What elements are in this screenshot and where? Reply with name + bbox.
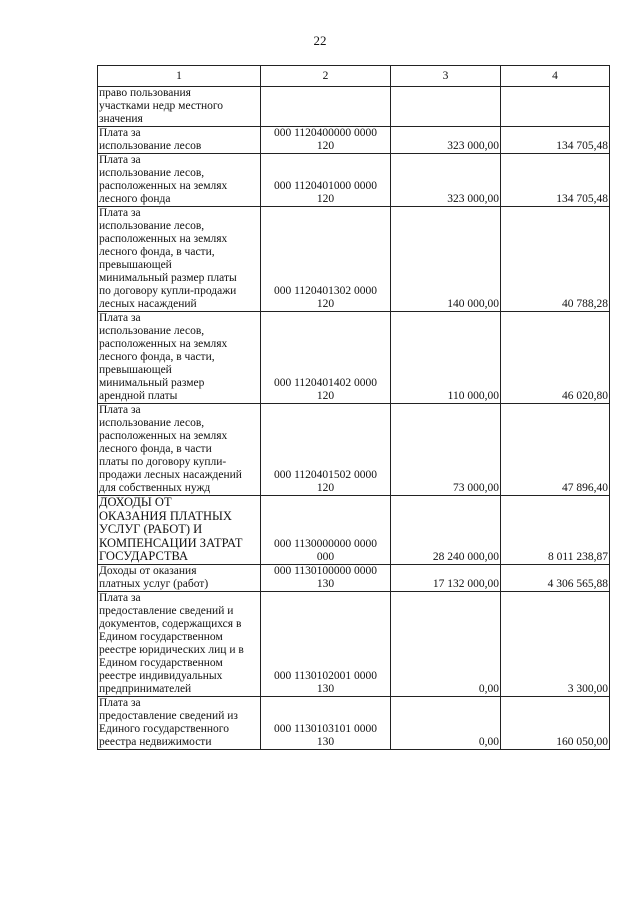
row-plan-value: 140 000,00 <box>391 207 501 312</box>
row-plan-value: 28 240 000,00 <box>391 496 501 565</box>
row-plan-value: 110 000,00 <box>391 312 501 404</box>
row-plan-value: 17 132 000,00 <box>391 564 501 591</box>
row-code: 000 1130100000 0000 130 <box>261 564 391 591</box>
table-row <box>98 591 610 696</box>
row-code <box>261 87 391 127</box>
row-plan-value: 323 000,00 <box>391 154 501 207</box>
row-fact-value: 160 050,00 <box>501 696 610 749</box>
row-code: 000 1120401402 0000 120 <box>261 312 391 404</box>
row-code: 000 1130000000 0000 000 <box>261 496 391 565</box>
row-fact-value: 8 011 238,87 <box>501 496 610 565</box>
row-plan-value: 73 000,00 <box>391 404 501 496</box>
row-fact-value <box>501 87 610 127</box>
row-plan-value: 323 000,00 <box>391 127 501 154</box>
row-name: Плата за использование лесов, расположенных на землях лесного фонда, в части, превышающей минимальный размер платы по договору купли-продажи лесных насаждений <box>98 207 261 312</box>
row-code: 000 1120401502 0000 120 <box>261 404 391 496</box>
row-fact-value: 4 306 565,88 <box>501 564 610 591</box>
header-col-3: 3 <box>391 66 501 87</box>
table-row <box>98 207 610 312</box>
row-plan-value: 0,00 <box>391 591 501 696</box>
row-code: 000 1120401302 0000 120 <box>261 207 391 312</box>
row-code: 000 1130102001 0000 130 <box>261 591 391 696</box>
row-name: Плата за использование лесов <box>98 127 261 154</box>
row-fact-value: 47 896,40 <box>501 404 610 496</box>
header-row <box>98 66 610 87</box>
row-name: Плата за использование лесов, расположенных на землях лесного фонда, в части платы по договору купли- продажи лесных насаждений для собственных нужд <box>98 404 261 496</box>
budget-table <box>97 65 610 750</box>
row-code: 000 1130103101 0000 130 <box>261 696 391 749</box>
row-code: 000 1120401000 0000 120 <box>261 154 391 207</box>
table-row <box>98 127 610 154</box>
row-name: Плата за использование лесов, расположенных на землях лесного фонда <box>98 154 261 207</box>
header-col-2: 2 <box>261 66 391 87</box>
table-row <box>98 87 610 127</box>
header-col-1: 1 <box>98 66 261 87</box>
header-col-4: 4 <box>501 66 610 87</box>
table-row <box>98 564 610 591</box>
row-code: 000 1120400000 0000 120 <box>261 127 391 154</box>
row-name: Плата за использование лесов, расположенных на землях лесного фонда, в части, превышающей минимальный размер арендной платы <box>98 312 261 404</box>
table-row <box>98 154 610 207</box>
row-fact-value: 134 705,48 <box>501 127 610 154</box>
page-number: 22 <box>313 33 327 48</box>
table-row <box>98 404 610 496</box>
table-row <box>98 696 610 749</box>
table-row <box>98 496 610 565</box>
row-name: ДОХОДЫ ОТ ОКАЗАНИЯ ПЛАТНЫХ УСЛУГ (РАБОТ) И КОМПЕНСАЦИИ ЗАТРАТ ГОСУДАРСТВА <box>98 496 261 565</box>
row-name: Доходы от оказания платных услуг (работ) <box>98 564 261 591</box>
row-fact-value: 134 705,48 <box>501 154 610 207</box>
table-row <box>98 312 610 404</box>
row-name: Плата за предоставление сведений из Единого государственного реестра недвижимости <box>98 696 261 749</box>
row-name: Плата за предоставление сведений и документов, содержащихся в Едином государственном реестре юридических лиц и в Едином государственном реестре индивидуальных предпринимателей <box>98 591 261 696</box>
row-fact-value: 46 020,80 <box>501 312 610 404</box>
row-name: право пользования участками недр местного значения <box>98 87 261 127</box>
row-fact-value: 3 300,00 <box>501 591 610 696</box>
row-plan-value <box>391 87 501 127</box>
row-fact-value: 40 788,28 <box>501 207 610 312</box>
row-plan-value: 0,00 <box>391 696 501 749</box>
